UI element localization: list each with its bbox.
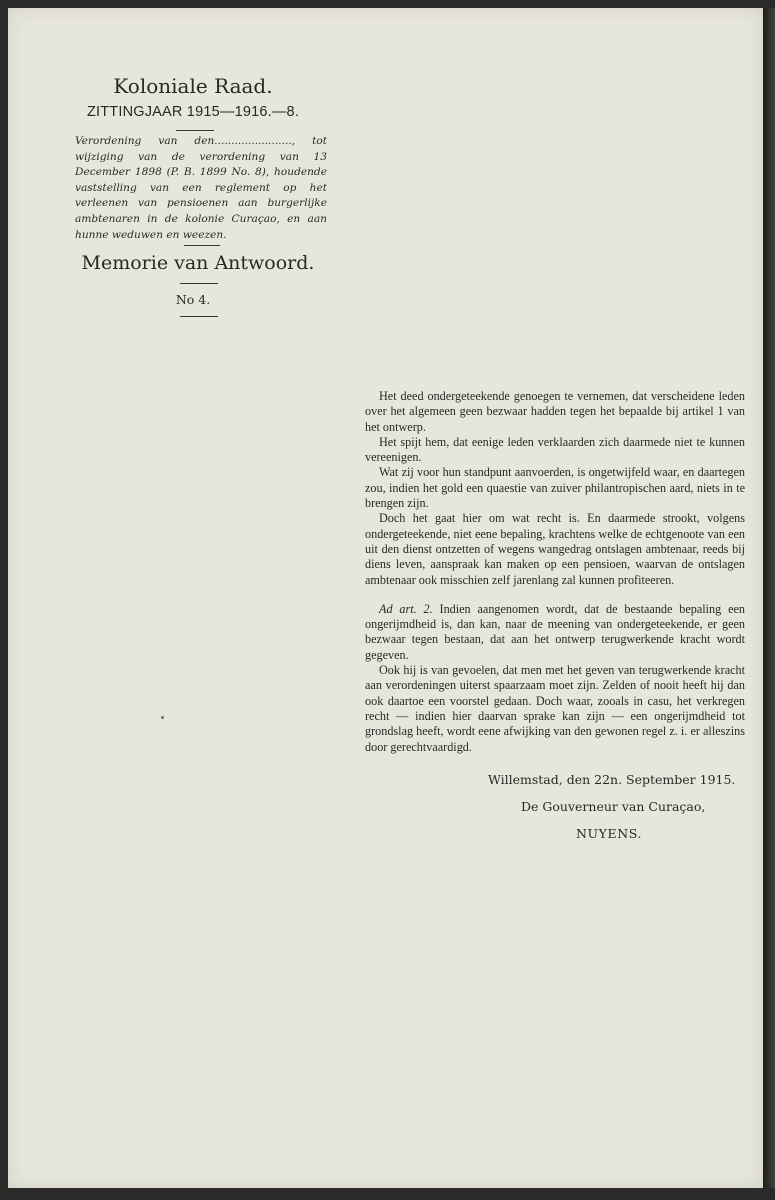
page-edge <box>763 8 775 1188</box>
ordinance-subject: Verordening van den......................., tot wijziging van de verordening van 13 December 1898 (P. B. 1899 No. 8), houdende vaststelling van een reglement op het verleenen van pensioenen aan burgerlijke ambtenaren in de kolonie Curaçao, en aan hunne weduwen en weezen. <box>75 135 327 241</box>
paragraph: Wat zij voor hun standpunt aanvoerden, is ongetwijfeld waar, en daartegen zou, indien het gold een quaestie van zuiver philantropischen aard, niets in te brengen zijn. <box>365 465 745 511</box>
divider <box>184 245 220 246</box>
divider <box>180 316 218 317</box>
council-title: Koloniale Raad. <box>113 74 273 98</box>
ad-art-text: Indien aangenomen wordt, dat de bestaande bepaling een ongerijmdheid is, dan kan, naar de meening van ondergeteekende, er geen bezwaar tegen bestaan, dat aan het ontwerp terugwerkende kracht wordt gegeven. <box>365 601 745 662</box>
memorandum-body <box>365 389 745 755</box>
divider <box>176 130 214 131</box>
signatory-name: NUYENS. <box>576 826 643 841</box>
ad-art-label: Ad art. 2. <box>379 601 433 616</box>
paragraph: Doch het gaat hier om wat recht is. En daarmede strookt, volgens ondergeteekende, niet eene bepaling, krachtens welke de echtgenoote van een uit den dienst ontzetten of wegens wangedrag ontslagen ambtenaar, reeds bij diens leven, aanspraak kan maken op een pensioen, waarvan de ontslagen ambtenaar ook misschien zelf jarenlang zal kunnen profiteeren. <box>365 511 745 587</box>
document-number: No 4. <box>175 292 211 307</box>
signature-office: De Gouverneur van Curaçao, <box>521 799 706 814</box>
paragraph: Het deed ondergeteekende genoegen te vernemen, dat verscheidene leden over het algemeen geen bezwaar hadden tegen het bepaalde bij artikel 1 van het ontwerp. <box>365 389 745 434</box>
document-title: Memorie van Antwoord. <box>81 252 315 274</box>
document-page <box>8 8 763 1188</box>
paper-speck <box>161 716 164 719</box>
session-year: ZITTINGJAAR 1915—1916.—8. <box>86 104 300 120</box>
signature-place-date: Willemstad, den 22n. September 1915. <box>488 772 736 787</box>
divider <box>180 283 218 284</box>
paragraph: Het spijt hem, dat eenige leden verklaarden zich daarmede niet te kunnen vereenigen. <box>365 434 745 465</box>
paragraph: Ook hij is van gevoelen, dat men met het geven van terugwerkende kracht aan verordeningen uiterst spaarzaam moet zijn. Zelden of nooit heeft hij dan ook daartoe een voorstel gedaan. Doch waar, zooals in casu, het verkregen recht — indien hier daarvan sprake kan zijn — een ongerijmdheid tot grondslag heeft, wordt eene afwijking van den gewonen regel z. i. er alleszins door gerechtvaardigd. <box>365 663 745 754</box>
paragraph-ad-art <box>365 602 745 663</box>
